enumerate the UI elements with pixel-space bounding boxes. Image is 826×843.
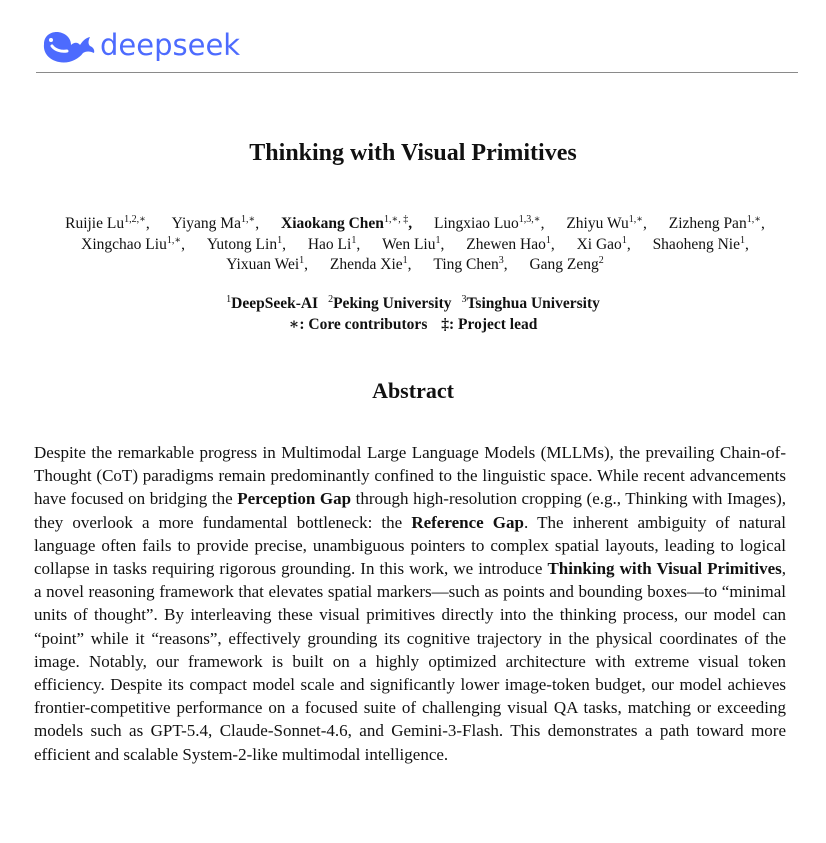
author: Xiaokang Chen$^{1,∗, \ddagger}$,: [281, 214, 413, 232]
author-name: Shaoheng Nie: [652, 235, 740, 253]
author-affiliation-marks: 3: [498, 255, 504, 266]
author-name: Zhenda Xie: [329, 256, 403, 273]
author-name: Hao Li: [307, 235, 352, 253]
affiliation-line: [0, 293, 826, 314]
author: Zhenda Xie$^1$,: [329, 255, 412, 273]
author-affiliation-marks: 1: [621, 234, 627, 246]
affiliation-index: 3: [461, 294, 467, 305]
author-affiliation-marks: 1: [351, 234, 357, 246]
author-name: Lingxiao Luo: [433, 215, 519, 232]
author-affiliation-marks: 1,∗: [166, 234, 182, 246]
author: Lingxiao Luo$^{1,3,∗}$,: [433, 214, 545, 232]
abstract-emphasis: Thinking with Visual Primitives: [547, 559, 782, 579]
abstract-text: Despite the remarkable progress in Multimodal Large Language Models (MLLMs), the prevailing Chain-of-Thought (CoT) paradigms remain predominantly confined to the linguistic space. While recent advancements have focused on bridging the: [34, 443, 786, 509]
author-affiliation-marks: 1,∗: [628, 214, 644, 225]
author-name: Ruijie Lu: [65, 215, 125, 232]
abstract-emphasis: Reference Gap: [411, 512, 524, 532]
author-name: Yiyang Ma: [171, 215, 241, 232]
brand-wordmark: deepseek: [100, 28, 241, 62]
header-logo: [38, 24, 240, 68]
author-name: Xi Gao: [576, 235, 622, 253]
author: Wen Liu$^1$,: [382, 234, 445, 253]
author-name: Xiaokang Chen: [281, 215, 384, 232]
project-lead-note: ‡: Project lead: [441, 316, 538, 333]
author-name: Gang Zeng: [529, 256, 599, 273]
core-contributors-note: ∗: Core contributors: [288, 316, 428, 333]
author: Shaoheng Nie$^1$,: [652, 234, 749, 253]
author-affiliation-marks: 2: [598, 255, 604, 266]
author: Zhiyu $Wu^{1,∗}$,: [566, 214, 647, 232]
author-name: Zhiyu Wu: [566, 215, 629, 232]
affiliation-name: Peking University: [333, 295, 452, 312]
author-affiliation-marks: 1: [402, 255, 408, 266]
affiliation-name: Tsinghua University: [466, 295, 600, 312]
abstract-text: . The inherent ambiguity of natural language often fails to provide precise, unambiguous pointers to complex spatial layouts, leading to logical collapse in tasks requiring rigorous grounding. In this work, we introduce: [34, 512, 786, 579]
author-name: Wen Liu: [382, 235, 436, 253]
author: Xingchao Liu$^{1,∗}$,: [81, 234, 186, 253]
author-name: Zizheng Pan: [668, 215, 747, 232]
affiliations: [0, 293, 826, 335]
affiliation-name: DeepSeek-AI: [231, 295, 319, 312]
author-name: Ting Chen: [433, 256, 499, 273]
whale-icon: [38, 24, 98, 68]
author: Ting Chen$^3$,: [433, 255, 508, 273]
author-affiliation-marks: 1: [277, 234, 283, 246]
affiliation-index: 2: [328, 294, 334, 305]
author-affiliation-marks: 1,∗, ‡: [383, 214, 409, 225]
abstract-heading: Abstract: [372, 378, 454, 403]
author-name: Yutong Lin: [206, 235, 278, 253]
paper-title: Thinking with Visual Primitives: [249, 140, 577, 166]
abstract-emphasis: Perception Gap: [237, 489, 352, 509]
author: Xi Gao$^1$,: [576, 234, 631, 253]
author-name: Yixuan Wei: [226, 256, 300, 273]
header-divider: [36, 72, 798, 73]
author: Zizheng Pan$^{1,∗}$,: [668, 214, 765, 232]
author: Zhewen Hao$^1$,: [466, 234, 555, 253]
author-list: [30, 214, 800, 276]
abstract-text: through high-resolution cropping (e.g., Thinking with Images), they overlook a more fundamental bottleneck: the: [34, 489, 786, 532]
author-affiliation-marks: 1,∗: [746, 214, 761, 225]
author-affiliation-marks: 1,∗: [240, 214, 256, 225]
abstract-body: [34, 441, 786, 766]
affiliation-index: 1: [226, 294, 232, 305]
author: Hao Li$^1$,: [307, 234, 361, 253]
affiliation: [226, 295, 318, 312]
author-affiliation-marks: 1,3,∗: [518, 214, 541, 225]
author-name: Zhewen Hao: [466, 235, 546, 253]
author: Yutong Lin$^1$,: [206, 234, 286, 253]
author-affiliation-marks: 1: [299, 255, 305, 266]
author: Yiyang $Ma^{1,∗}$,: [171, 214, 260, 232]
author-affiliation-marks: 1: [739, 234, 745, 246]
author-affiliation-marks: 1: [545, 234, 551, 246]
author: Ruijie $Lu^{1,2,∗}$,: [65, 214, 150, 232]
author: [529, 255, 603, 276]
author-affiliation-marks: 1: [435, 234, 441, 246]
author-name: Xingchao Liu: [81, 235, 167, 253]
contribution-notes: [0, 314, 826, 335]
affiliation: [462, 295, 600, 312]
affiliation: [328, 295, 451, 312]
author: Yixuan Wei$^1$,: [226, 255, 309, 273]
author-affiliation-marks: 1,2,∗: [124, 214, 146, 225]
abstract-text: , a novel reasoning framework that elevates spatial markers—such as points and bounding boxes—to “minimal units of thought”. By interleaving these visual primitives directly into the thinking process, our model can “point” while it “reasons”, effectively grounding its cognitive trajectory in the physical coordinates of the image. Notably, our framework is built on a highly optimized architecture with extreme visual token efficiency. Despite its compact model scale and significantly lower image-token budget, our model achieves frontier-competitive performance on a focused suite of challenging visual QA tasks, matching or exceeding models such as GPT-5.4, Claude-Sonnet-4.6, and Gemini-3-Flash. This demonstrates a path toward more efficient and scalable System-2-like multimodal intelligence.: [34, 559, 786, 764]
